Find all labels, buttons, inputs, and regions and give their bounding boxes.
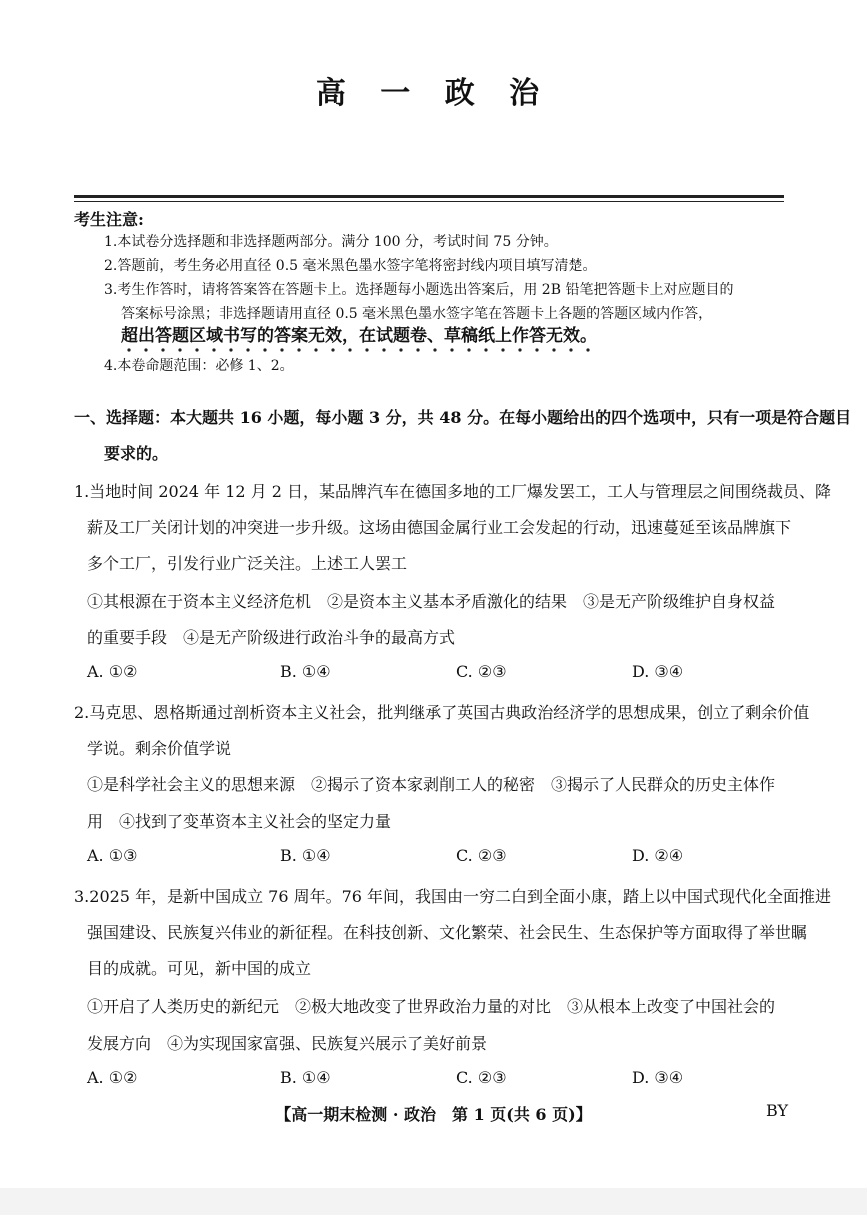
notice-item: 4.本卷命题范围：必修 1、2。 bbox=[104, 358, 294, 374]
emphasis-dot bbox=[229, 348, 232, 351]
section-heading: 一、选择题：本大题共 16 小题，每小题 3 分，共 48 分。在每小题给出的四个选项中，只有一项是符合题目 bbox=[74, 408, 852, 427]
emphasis-dot bbox=[263, 348, 266, 351]
question-2-option-d: D. ②④ bbox=[632, 846, 684, 865]
question-3-statements: ①开启了人类历史的新纪元 ②极大地改变了世界政治力量的对比 ③从根本上改变了中国社会的 bbox=[87, 997, 776, 1016]
footer-code: BY bbox=[766, 1101, 789, 1120]
question-3-option-c: C. ②③ bbox=[456, 1068, 507, 1087]
emphasis-dot bbox=[144, 348, 147, 351]
divider-thick bbox=[74, 195, 784, 198]
question-2-stem: 2.马克思、恩格斯通过剖析资本主义社会，批判继承了英国古典政治经济学的思想成果，创立了剩余价值 bbox=[74, 703, 810, 722]
question-1-stem: 多个工厂，引发行业广泛关注。上述工人罢工 bbox=[87, 554, 408, 573]
emphasis-dot bbox=[161, 348, 164, 351]
question-3-stem: 3.2025 年，是新中国成立 76 周年。76 年间，我国由一穷二白到全面小康，踏上以中国式现代化全面推进 bbox=[74, 887, 832, 906]
emphasis-dot bbox=[331, 348, 334, 351]
emphasis-dot bbox=[195, 348, 198, 351]
emphasis-dot bbox=[433, 348, 436, 351]
question-2-statements: 用 ④找到了变革资本主义社会的坚定力量 bbox=[87, 812, 392, 831]
notice-emphasis: 超出答题区域书写的答案无效，在试题卷、草稿纸上作答无效。 bbox=[121, 326, 597, 346]
emphasis-dot bbox=[314, 348, 317, 351]
question-1-option-b: B. ①④ bbox=[280, 662, 331, 681]
notice-item: 3.考生作答时，请将答案答在答题卡上。选择题每小题选出答案后，用 2B 铅笔把答题卡上对应题目的 bbox=[104, 282, 734, 298]
emphasis-dot bbox=[297, 348, 300, 351]
question-2-option-a: A. ①③ bbox=[87, 846, 138, 865]
emphasis-dot bbox=[484, 348, 487, 351]
emphasis-dot bbox=[246, 348, 249, 351]
question-1-stem: 1.当地时间 2024 年 12 月 2 日，某品牌汽车在德国多地的工厂爆发罢工，工人与管理层之间围绕裁员、降 bbox=[74, 482, 832, 501]
question-2-option-c: C. ②③ bbox=[456, 846, 507, 865]
divider-thin bbox=[74, 201, 784, 202]
emphasis-dot bbox=[586, 348, 589, 351]
question-3-statements: 发展方向 ④为实现国家富强、民族复兴展示了美好前景 bbox=[87, 1034, 488, 1053]
emphasis-dot bbox=[552, 348, 555, 351]
emphasis-dot bbox=[127, 348, 130, 351]
emphasis-dot bbox=[535, 348, 538, 351]
emphasis-dot bbox=[416, 348, 419, 351]
question-1-option-c: C. ②③ bbox=[456, 662, 507, 681]
notice-heading: 考生注意: bbox=[74, 210, 144, 229]
emphasis-dot bbox=[569, 348, 572, 351]
emphasis-dot bbox=[467, 348, 470, 351]
page-title: 高 一 政 治 bbox=[315, 76, 552, 111]
notice-item: 1.本试卷分选择题和非选择题两部分。满分 100 分，考试时间 75 分钟。 bbox=[104, 234, 558, 250]
emphasis-dot bbox=[450, 348, 453, 351]
emphasis-dot bbox=[501, 348, 504, 351]
question-2-statements: ①是科学社会主义的思想来源 ②揭示了资本家剥削工人的秘密 ③揭示了人民群众的历史主体作 bbox=[87, 775, 776, 794]
question-1-option-a: A. ①② bbox=[87, 662, 138, 681]
question-3-option-d: D. ③④ bbox=[632, 1068, 684, 1087]
notice-item: 2.答题前，考生务必用直径 0.5 毫米黑色墨水签字笔将密封线内项目填写清楚。 bbox=[104, 258, 597, 274]
emphasis-dot bbox=[178, 348, 181, 351]
section-heading-cont: 要求的。 bbox=[104, 444, 169, 463]
question-1-statements: ①其根源在于资本主义经济危机 ②是资本主义基本矛盾激化的结果 ③是无产阶级维护自身权益 bbox=[87, 592, 776, 611]
emphasis-dot bbox=[280, 348, 283, 351]
emphasis-dot bbox=[348, 348, 351, 351]
question-3-option-b: B. ①④ bbox=[280, 1068, 331, 1087]
emphasis-dot bbox=[382, 348, 385, 351]
question-1-option-d: D. ③④ bbox=[632, 662, 684, 681]
question-3-stem: 强国建设、民族复兴伟业的新征程。在科技创新、文化繁荣、社会民生、生态保护等方面取得了举世瞩 bbox=[87, 923, 808, 942]
question-3-stem: 目的成就。可见，新中国的成立 bbox=[87, 959, 312, 978]
question-2-stem: 学说。剩余价值学说 bbox=[87, 739, 232, 758]
emphasis-dots bbox=[121, 348, 591, 352]
emphasis-dot bbox=[365, 348, 368, 351]
emphasis-dot bbox=[518, 348, 521, 351]
question-3-option-a: A. ①② bbox=[87, 1068, 138, 1087]
emphasis-dot bbox=[399, 348, 402, 351]
question-2-option-b: B. ①④ bbox=[280, 846, 331, 865]
emphasis-dot bbox=[212, 348, 215, 351]
notice-item: 答案标号涂黑；非选择题请用直径 0.5 毫米黑色墨水签字笔在答题卡上各题的答题区域内作答， bbox=[121, 306, 713, 322]
question-1-stem: 薪及工厂关闭计划的冲突进一步升级。这场由德国金属行业工会发起的行动，迅速蔓延至该品牌旗下 bbox=[87, 518, 792, 537]
question-1-statements: 的重要手段 ④是无产阶级进行政治斗争的最高方式 bbox=[87, 628, 456, 647]
page-footer: 【高一期末检测 · 政治 第 1 页(共 6 页)】 bbox=[275, 1105, 592, 1124]
